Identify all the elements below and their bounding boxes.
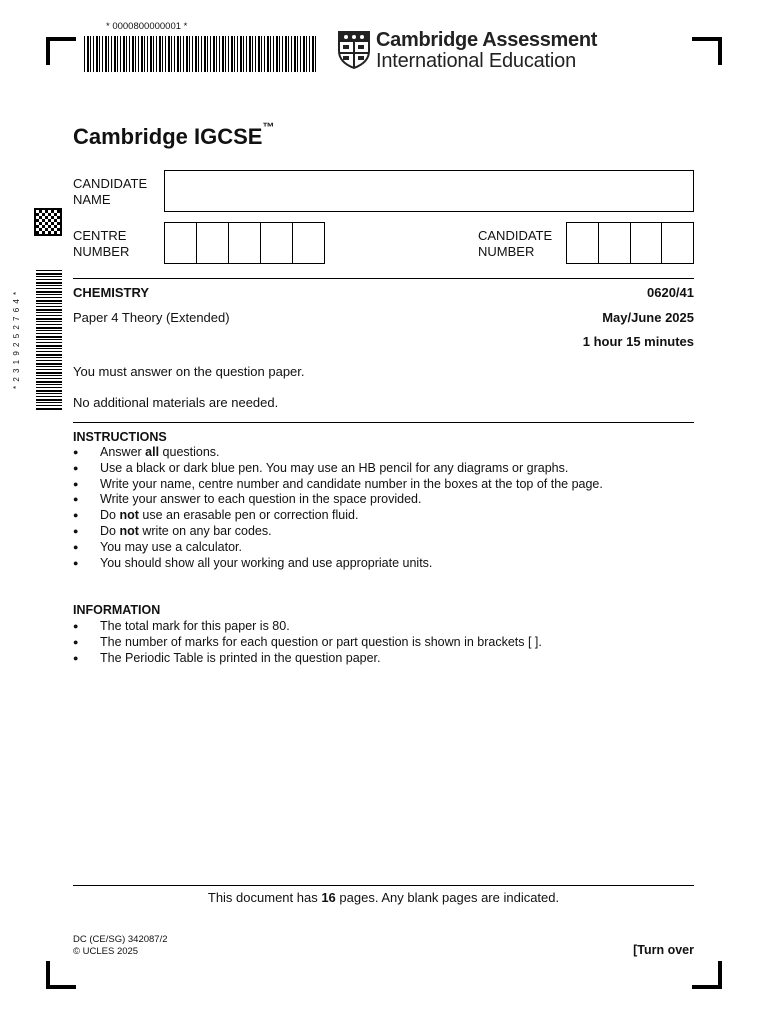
page-title	[73, 120, 275, 150]
qr-code	[34, 208, 62, 236]
instruction-item: ● Use a black or dark blue pen. You may use an HB pencil for any diagrams or graphs.	[73, 461, 713, 477]
information-heading: INFORMATION	[73, 603, 161, 617]
logo-text	[376, 30, 597, 71]
candidate-name-label-line-2: NAME	[73, 192, 111, 207]
divider	[73, 278, 694, 279]
paper-code: 0620/41	[647, 285, 694, 300]
page-count-text: This document has	[207, 890, 322, 905]
corner-mark-top-left	[46, 37, 50, 65]
answer-note: You must answer on the question paper.	[73, 364, 305, 379]
corner-mark-bottom-left	[46, 961, 50, 989]
instructions-heading: INSTRUCTIONS	[73, 430, 167, 444]
instruction-item: ● Do not write on any bar codes.	[73, 524, 713, 540]
instruction-item: ● You should show all your working and use appropriate units.	[73, 556, 713, 572]
candidate-number-label-line-2: NUMBER	[478, 244, 535, 259]
candidate-number-digit[interactable]	[631, 223, 663, 263]
candidate-name-label-line-1: CANDIDATE	[73, 176, 148, 191]
candidate-number-digit[interactable]	[567, 223, 599, 263]
candidate-number-digit[interactable]	[599, 223, 631, 263]
title-text: Cambridge IGCSE	[73, 124, 263, 149]
paper-title: Paper 4 Theory (Extended)	[73, 310, 230, 325]
centre-number-label-line-2: NUMBER	[73, 244, 130, 259]
candidate-number-field[interactable]	[566, 222, 694, 264]
page-count-text-end: pages. Any blank pages are indicated.	[335, 890, 560, 905]
candidate-name-label	[73, 176, 147, 208]
instruction-item: ● Write your name, centre number and candidate number in the boxes at the top of the page.	[73, 477, 713, 493]
centre-number-digit[interactable]	[165, 223, 197, 263]
logo-line-2: International Education	[376, 50, 576, 72]
exam-session: May/June 2025	[602, 310, 694, 325]
instruction-item: ● You may use a calculator.	[73, 540, 713, 556]
page-count-note	[73, 890, 694, 906]
instruction-item: ● Write your answer to each question in the space provided.	[73, 492, 713, 508]
candidate-name-field[interactable]	[164, 170, 694, 212]
barcode-number: * 0000800000001 *	[106, 21, 188, 32]
information-item: ● The total mark for this paper is 80.	[73, 619, 713, 635]
corner-mark-bottom-left	[46, 985, 76, 989]
copyright: © UCLES 2025	[73, 946, 139, 957]
logo-line-1: Cambridge Assessment	[376, 29, 598, 51]
candidate-number-label	[478, 228, 552, 260]
centre-number-digit[interactable]	[261, 223, 293, 263]
instruction-item: ● Do not use an erasable pen or correction fluid.	[73, 508, 713, 524]
centre-number-label	[73, 228, 129, 260]
centre-number-digit[interactable]	[229, 223, 261, 263]
corner-mark-top-left	[46, 37, 76, 41]
subject-name: CHEMISTRY	[73, 285, 150, 300]
trademark-symbol: ™	[262, 120, 275, 134]
footer-divider	[73, 885, 694, 886]
barcode	[84, 36, 316, 72]
information-item: ● The Periodic Table is printed in the question paper.	[73, 651, 713, 667]
turn-over-label: [Turn over	[633, 943, 694, 957]
centre-number-label-line-1: CENTRE	[73, 228, 127, 243]
corner-mark-bottom-right	[718, 961, 722, 989]
instructions-list	[73, 445, 713, 571]
side-barcode-digits: * 2 3 1 9 2 5 2 7 6 4 *	[12, 290, 21, 390]
information-list	[73, 619, 713, 666]
centre-number-digit[interactable]	[293, 223, 324, 263]
divider	[73, 422, 694, 423]
document-reference: DC (CE/SG) 342087/2	[73, 934, 168, 945]
centre-number-digit[interactable]	[197, 223, 229, 263]
information-item: ● The number of marks for each question or part question is shown in brackets [ ].	[73, 635, 713, 651]
materials-note: No additional materials are needed.	[73, 395, 279, 410]
page-count-number: 16	[321, 890, 336, 905]
exam-duration: 1 hour 15 minutes	[582, 334, 694, 349]
side-barcode	[36, 270, 62, 410]
corner-mark-top-right	[718, 37, 722, 65]
candidate-number-digit[interactable]	[662, 223, 693, 263]
centre-number-field[interactable]	[164, 222, 325, 264]
instruction-item: ● Answer all questions.	[73, 445, 713, 461]
cambridge-shield-icon	[338, 31, 370, 69]
candidate-number-label-line-1: CANDIDATE	[478, 228, 553, 243]
